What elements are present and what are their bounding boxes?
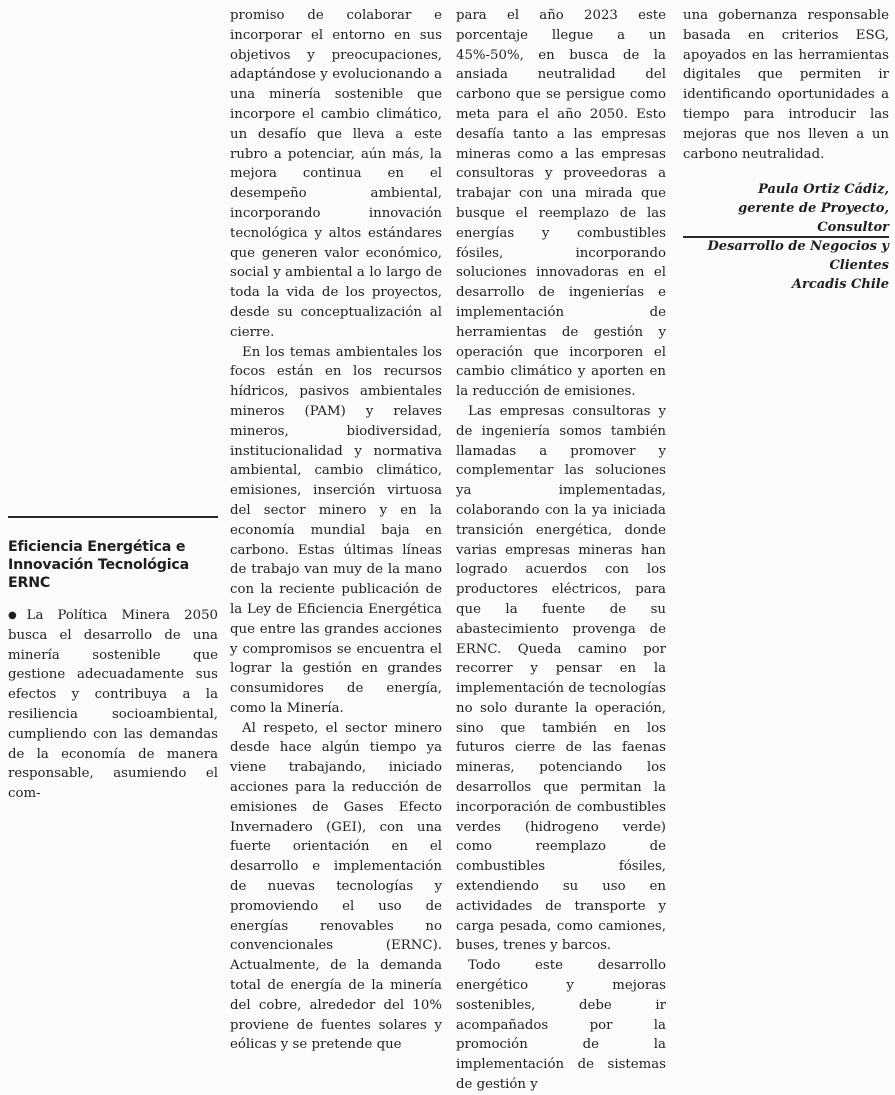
column-3 xyxy=(456,6,666,1095)
paragraph: una gobernanza responsable basada en criterios ESG, apoyados en las herramientas digitales que permiten ir identificando oportunidades a tiempo para introducir las mejoras que nos lleven a un carbono neutralidad. xyxy=(683,8,889,162)
column-4 xyxy=(683,6,889,294)
section-headline xyxy=(8,538,218,592)
paragraph: Todo este desarrollo energético y mejoras sostenibles, debe ir acompañados por la promoción de la implementación de sistemas de gestión y xyxy=(456,958,666,1093)
author-role: gerente de Proyecto, Consultor xyxy=(738,201,889,236)
paragraph: Al respeto, el sector minero desde hace algún tiempo ya viene trabajando, iniciado acciones para la reducción de emisiones de Gases Efecto Invernadero (GEI), con una fuerte orientación en el desarrollo e implementación de nuevas tecnologías y promoviendo el uso de energías renovables no convencionales (ERNC). Actualmente, de la demanda total de energía de la minería del cobre, alrededor del 10% proviene de fuentes solares y eólicas y se pretende que xyxy=(230,720,442,1053)
paragraph: promiso de colaborar e incorporar el entorno en sus objetivos y preocupaciones, adaptándose y evolucionando a una minería sostenible que incorpore el cambio climático, un desafío que lleva a este rubro a potenciar, aún más, la mejora continua en el desempeño ambiental, incorporando innovación tecnológica y altos estándares que generen valor económico, social y ambiental a lo largo de toda la vida de los proyectos, desde su conceptualización al cierre. xyxy=(230,8,442,340)
paragraph: para el año 2023 este porcentaje llegue a un 45%-50%, en busca de la ansiada neutralidad del carbono que se persigue como meta para el año 2050. Esto desafía tanto a las empresas mineras como a las empresas consultoras y proveedoras a trabajar con una mirada que busque el reemplazo de las energías y combustibles fósiles, incorporando soluciones innovadoras en el desarrollo de ingenierías e implementación de herramientas de gestión y operación que incorporen el cambio climático y aporten en la reducción de emisiones. xyxy=(456,8,666,400)
column-1 xyxy=(8,518,218,804)
author-department: Desarrollo de Negocios y Clientes xyxy=(707,239,889,274)
bullet-icon: ● xyxy=(8,610,27,621)
paragraph: ●La Política Minera 2050 busca el desarrollo de una minería sostenible que gestione adecuadamente sus efectos y contribuya a la resiliencia socioambiental, cumpliendo con las demandas de la economía de manera responsable, asumiendo el com- xyxy=(8,608,218,802)
author-name: Paula Ortiz Cádiz, xyxy=(758,182,889,198)
column-2 xyxy=(230,6,442,1055)
headline-line-1: Eficiencia Energética e xyxy=(8,539,186,555)
signature-bottom-rule xyxy=(683,236,889,238)
headline-line-2: Innovación Tecnológica ERNC xyxy=(8,557,189,591)
author-company: Arcadis Chile xyxy=(791,277,889,293)
paragraph: En los temas ambientales los focos están en los recursos hídricos, pasivos ambientales mineros (PAM) y relaves mineros, biodiversidad, institucionalidad y normativa ambiental, cambio climático, emisiones, inserción virtuosa del sector minero y en la economía mundial baja en carbono. Estas últimas líneas de trabajo van muy de la mano con la reciente publicación de la Ley de Eficiencia Energética que entre las grandes acciones y compromisos se encuentra el lograr la gestión en grandes consumidores de energía, como la Minería. xyxy=(230,344,442,716)
paragraph: Las empresas consultoras y de ingeniería somos también llamadas a promover y complementar las soluciones ya implementadas, colaborando con la ya iniciada transición energética, donde varias empresas mineras han logrado acuerdos con los productores eléctricos, para que la fuente de su abastecimiento provenga de ERNC. Queda camino por recorrer y pensar en la implementación de tecnologías no solo durante la operación, sino que también en los futuros cierre de las faenas mineras, potenciando los desarrollos que permitan la incorporación de combustibles verdes (hidrogeno verde) como reemplazo de combustibles fósiles, extendiendo su uso en actividades de transporte y carga pesada, como camiones, buses, trenes y barcos. xyxy=(456,403,666,954)
